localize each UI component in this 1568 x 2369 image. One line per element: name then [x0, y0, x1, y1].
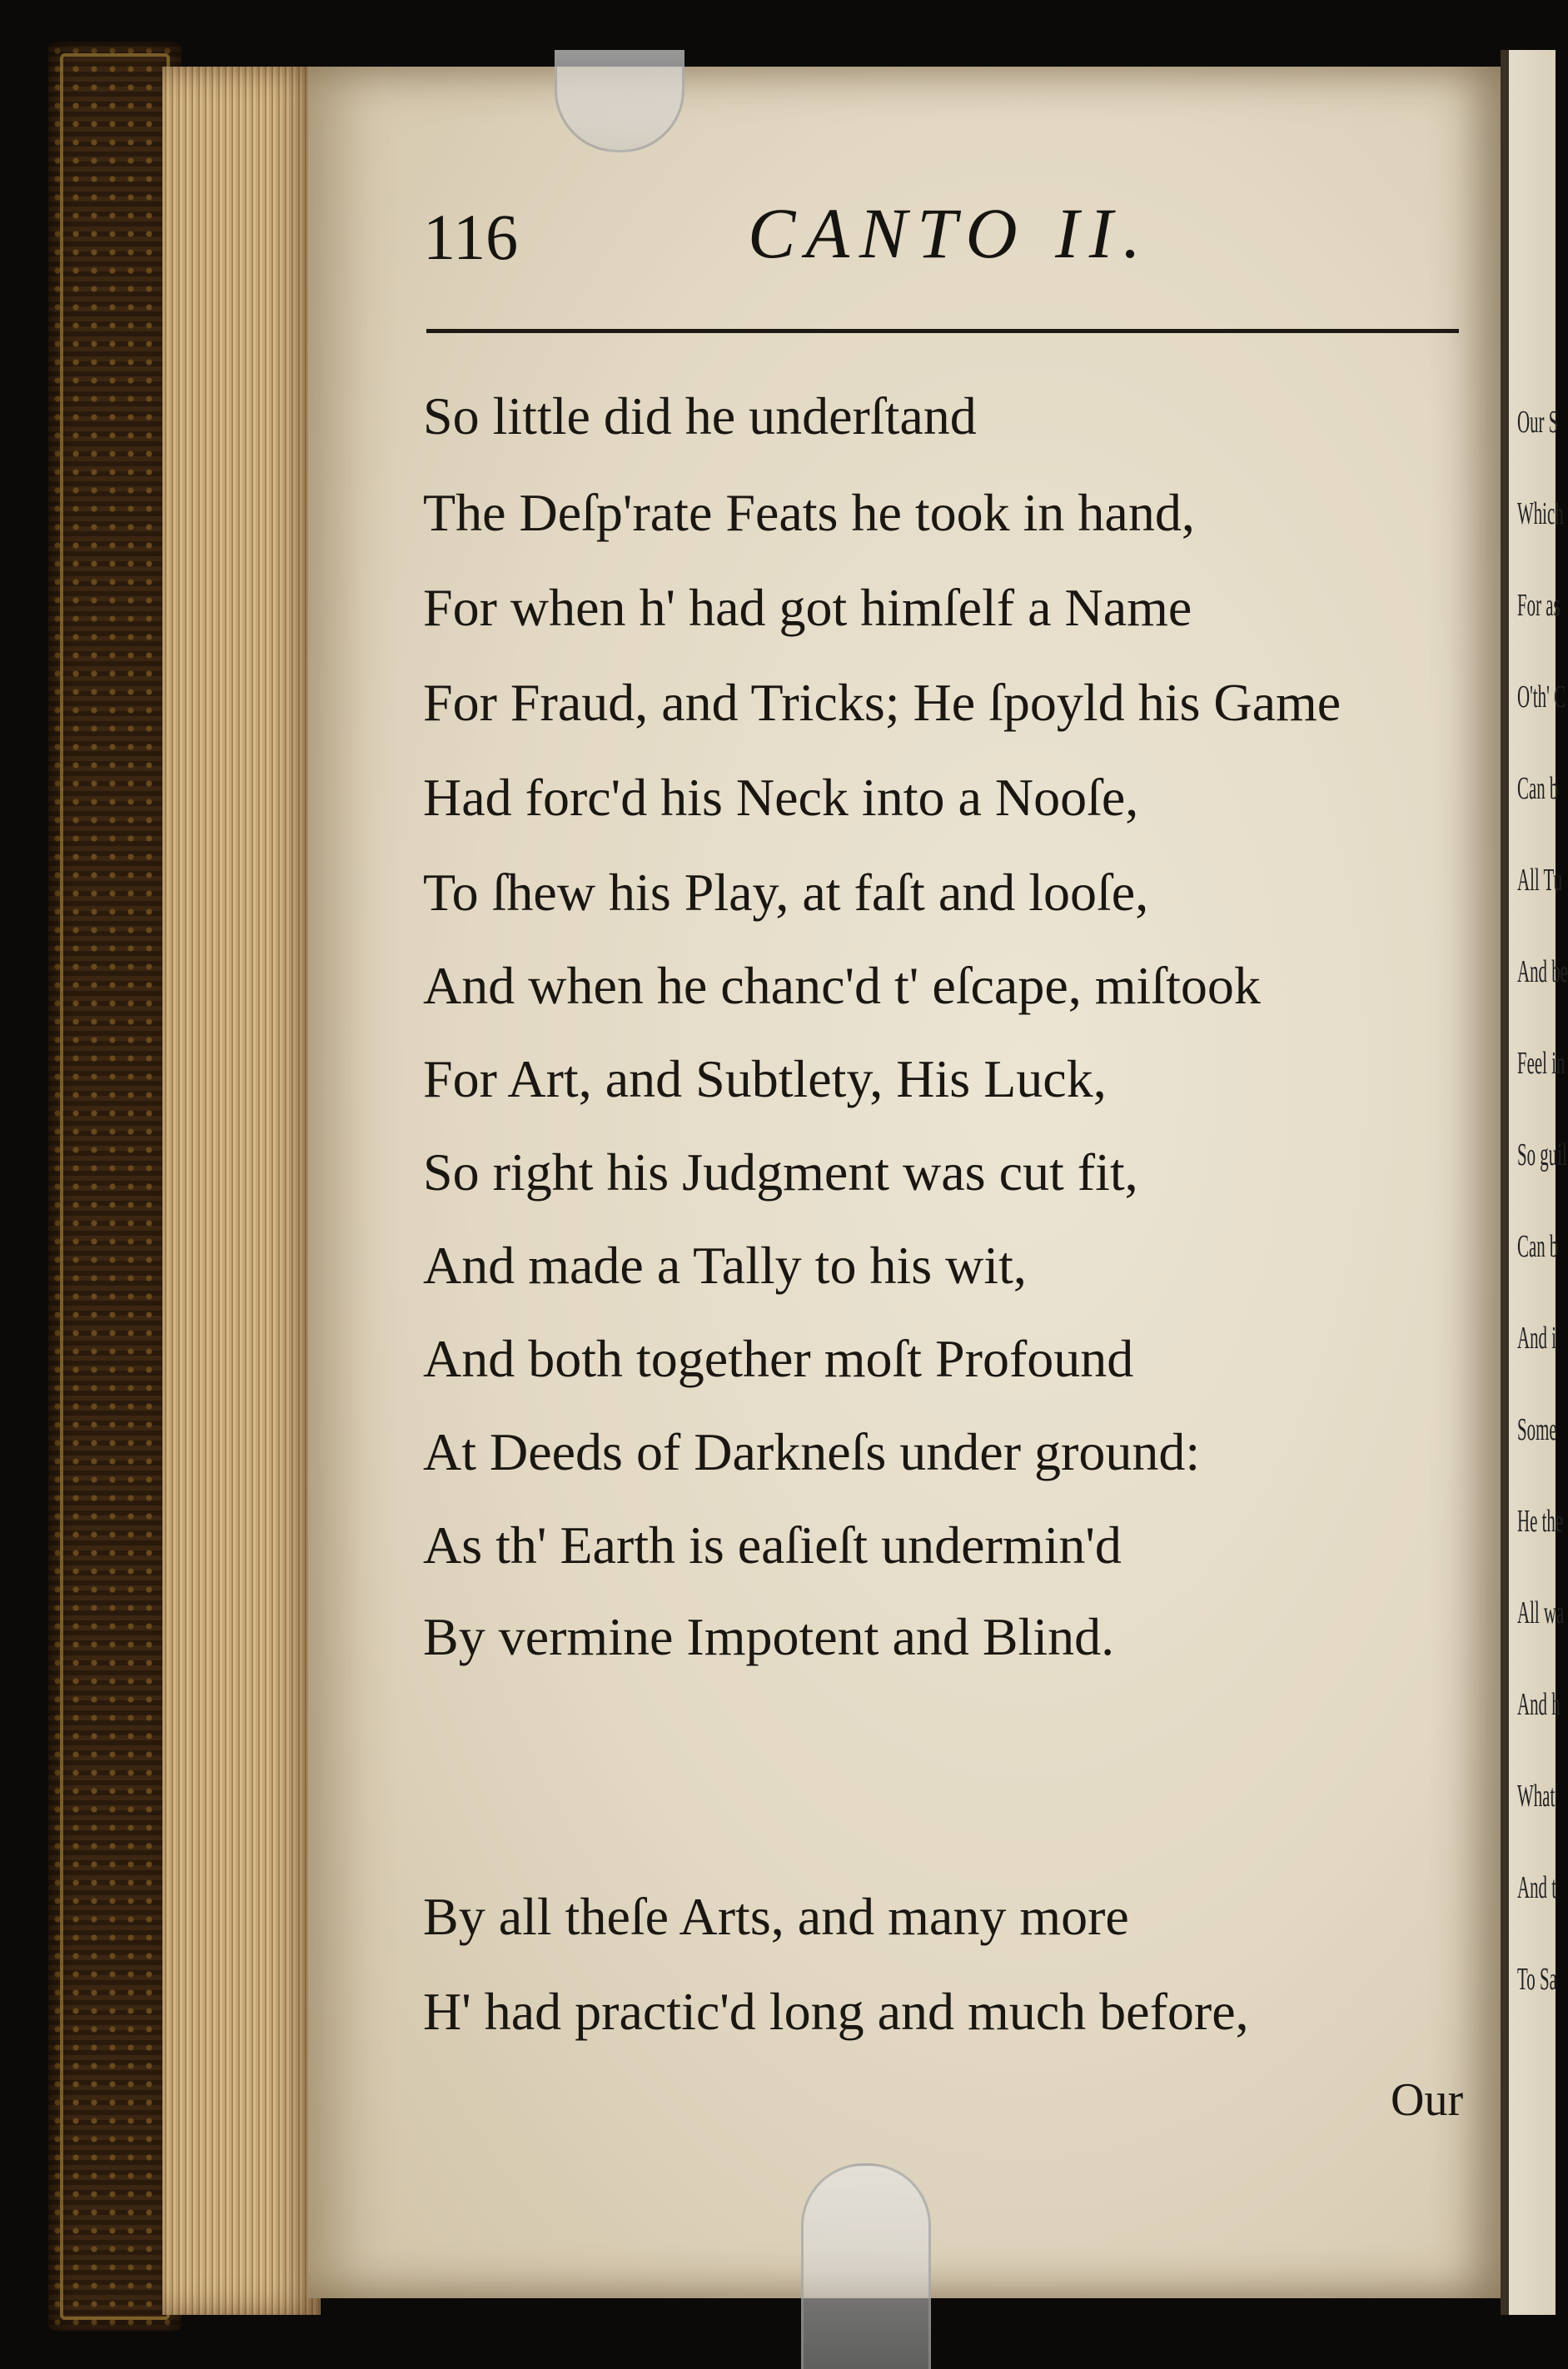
facing-line: O'th' C — [1517, 679, 1566, 714]
verse-line: As th' Earth is eaſieſt undermin'd — [423, 1515, 1122, 1575]
catchword: Our — [1391, 2074, 1464, 2126]
verse-line: So right his Judgment was cut fit, — [423, 1142, 1138, 1202]
verse-line: For Art, and Subtlety, His Luck, — [423, 1049, 1107, 1108]
verse-line: Had forc'd his Neck into a Nooſe, — [423, 768, 1139, 827]
verse-line: For Fraud, and Tricks; He ſpoyld his Game — [423, 673, 1342, 732]
facing-line: All Tu — [1517, 863, 1563, 898]
facing-line: Our S — [1517, 405, 1559, 440]
running-head — [423, 192, 1256, 283]
verse-line: By vermine Impotent and Blind. — [423, 1607, 1115, 1666]
facing-line: Can b — [1517, 771, 1559, 806]
verse-line: H' had practic'd long and much before, — [423, 1982, 1249, 2041]
page-number: 116 — [423, 201, 519, 273]
facing-line: Feel in — [1517, 1046, 1566, 1081]
verse-line: And when he chanc'd t' eſcape, miſtook — [423, 956, 1261, 1015]
facing-line: For as — [1517, 588, 1561, 623]
verse-line: For when h' had got himſelf a Name — [423, 578, 1192, 637]
canto-title: CANTO II. — [748, 193, 1151, 273]
verse-line: And both together moſt Profound — [423, 1329, 1134, 1388]
facing-line: Which — [1517, 496, 1564, 531]
facing-line: And i — [1517, 1321, 1557, 1356]
book-cover-edge — [48, 42, 182, 2332]
verse-line: So little did he underſtand — [423, 386, 977, 445]
facing-line: So guil — [1517, 1137, 1567, 1172]
verse-line: And made a Tally to his wit, — [423, 1236, 1027, 1295]
facing-line: What — [1517, 1779, 1556, 1814]
header-rule — [426, 329, 1459, 333]
verse-line: By all theſe Arts, and many more — [423, 1887, 1129, 1946]
facing-line: He the — [1517, 1504, 1564, 1539]
facing-line: And h — [1517, 1687, 1561, 1722]
facing-line: And be — [1517, 954, 1568, 989]
verse-line: The Deſp'rate Feats he took in hand, — [423, 483, 1195, 542]
facing-line: To Sa — [1517, 1962, 1557, 1997]
facing-line: Can b — [1517, 1229, 1559, 1264]
page-stack-edge — [162, 67, 321, 2315]
page-clip-bottom — [801, 2163, 931, 2369]
verse-line: At Deeds of Darkneſs under ground: — [423, 1422, 1201, 1481]
facing-line: All wa — [1517, 1595, 1565, 1630]
facing-line: And t — [1517, 1870, 1557, 1905]
facing-line: Some — [1517, 1412, 1557, 1447]
verse-line: To ſhew his Play, at faſt and looſe, — [423, 863, 1149, 922]
